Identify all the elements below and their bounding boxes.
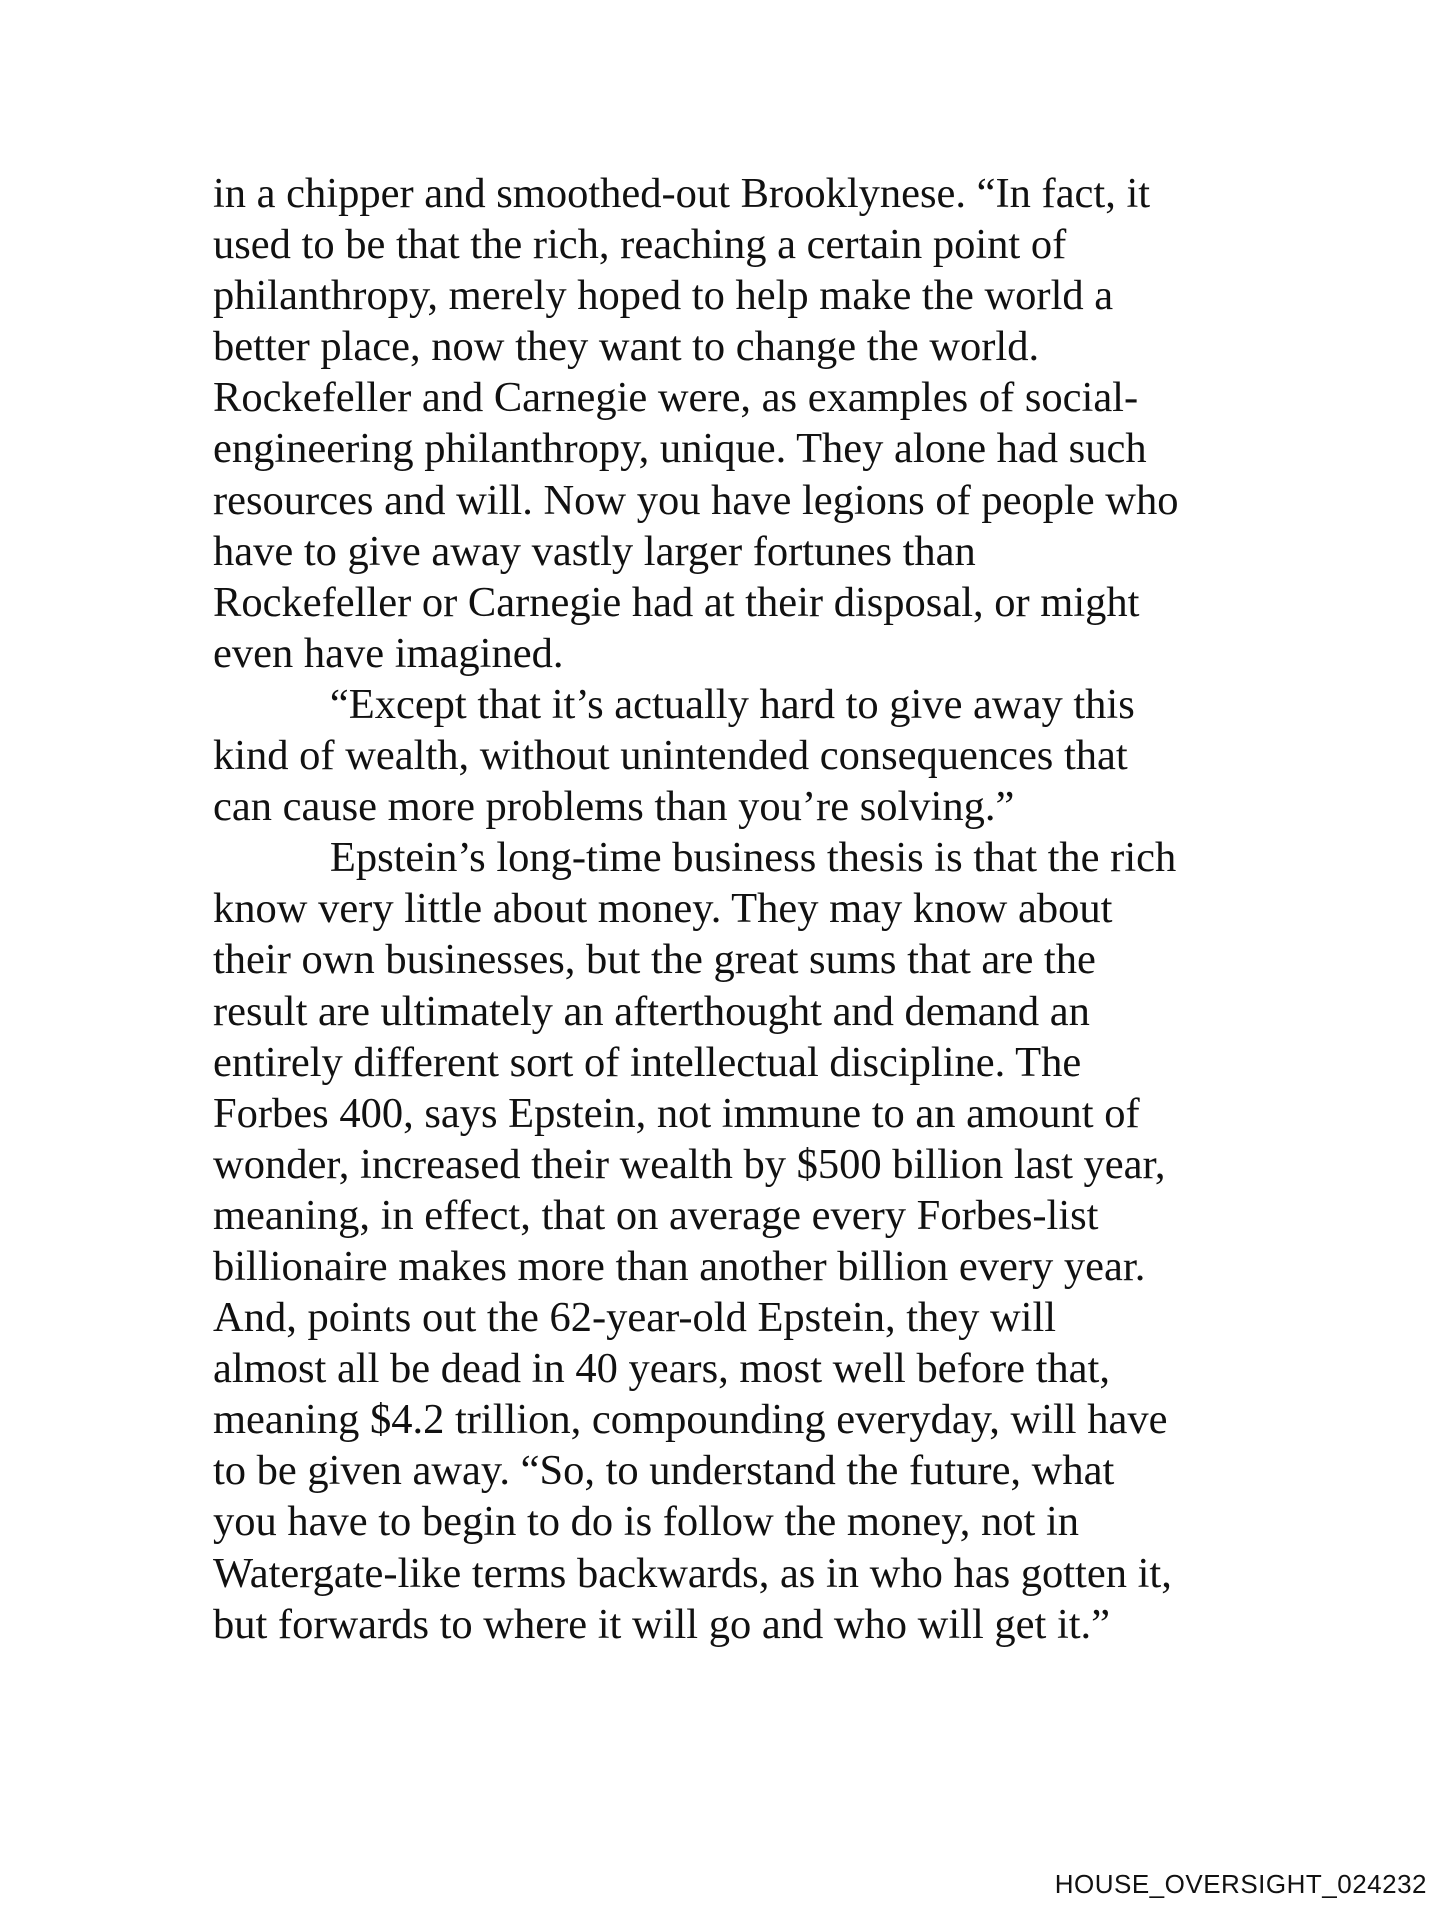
text-line: used to be that the rich, reaching a certain point of: [213, 221, 1067, 269]
text-line: resources and will. Now you have legions of people who: [213, 476, 1179, 524]
text-line: billionaire makes more than another billion every year.: [213, 1242, 1146, 1290]
text-line: entirely different sort of intellectual discipline. The: [213, 1038, 1082, 1086]
text-line: Rockefeller and Carnegie were, as examples of social-: [213, 374, 1139, 422]
text-line: Watergate-like terms backwards, as in who has gotten it,: [213, 1549, 1172, 1597]
text-line: can cause more problems than you’re solving.”: [213, 783, 1015, 831]
body-text: [213, 168, 1253, 1650]
text-line: engineering philanthropy, unique. They alone had such: [213, 425, 1147, 473]
text-line: And, points out the 62-year-old Epstein, they will: [213, 1294, 1057, 1342]
bates-stamp: HOUSE_OVERSIGHT_024232: [1054, 1869, 1427, 1899]
text-line: better place, now they want to change the world.: [213, 323, 1040, 371]
text-line: even have imagined.: [213, 629, 564, 677]
text-line: Epstein’s long-time business thesis is that the rich: [213, 834, 1177, 882]
text-line: meaning, in effect, that on average every Forbes-list: [213, 1191, 1099, 1239]
text-line: their own businesses, but the great sums that are the: [213, 936, 1096, 984]
text-line: almost all be dead in 40 years, most well before that,: [213, 1345, 1110, 1393]
text-line: but forwards to where it will go and who will get it.”: [213, 1600, 1111, 1648]
text-line: Rockefeller or Carnegie had at their disposal, or might: [213, 578, 1140, 626]
text-line: meaning $4.2 trillion, compounding everyday, will have: [213, 1396, 1168, 1444]
text-line: kind of wealth, without unintended consequences that: [213, 732, 1128, 780]
text-line: in a chipper and smoothed-out Brooklynese. “In fact, it: [213, 170, 1151, 217]
text-line: have to give away vastly larger fortunes than: [213, 527, 976, 575]
text-line: result are ultimately an afterthought and demand an: [213, 987, 1090, 1035]
text-line: wonder, increased their wealth by $500 billion last year,: [213, 1140, 1166, 1188]
text-line: Forbes 400, says Epstein, not immune to an amount of: [213, 1089, 1140, 1137]
text-line: know very little about money. They may know about: [213, 885, 1113, 933]
text-line: “Except that it’s actually hard to give away this: [213, 680, 1135, 728]
text-line: you have to begin to do is follow the money, not in: [213, 1498, 1080, 1546]
text-line: philanthropy, merely hoped to help make the world a: [213, 272, 1114, 320]
text-line: to be given away. “So, to understand the future, what: [213, 1447, 1115, 1495]
